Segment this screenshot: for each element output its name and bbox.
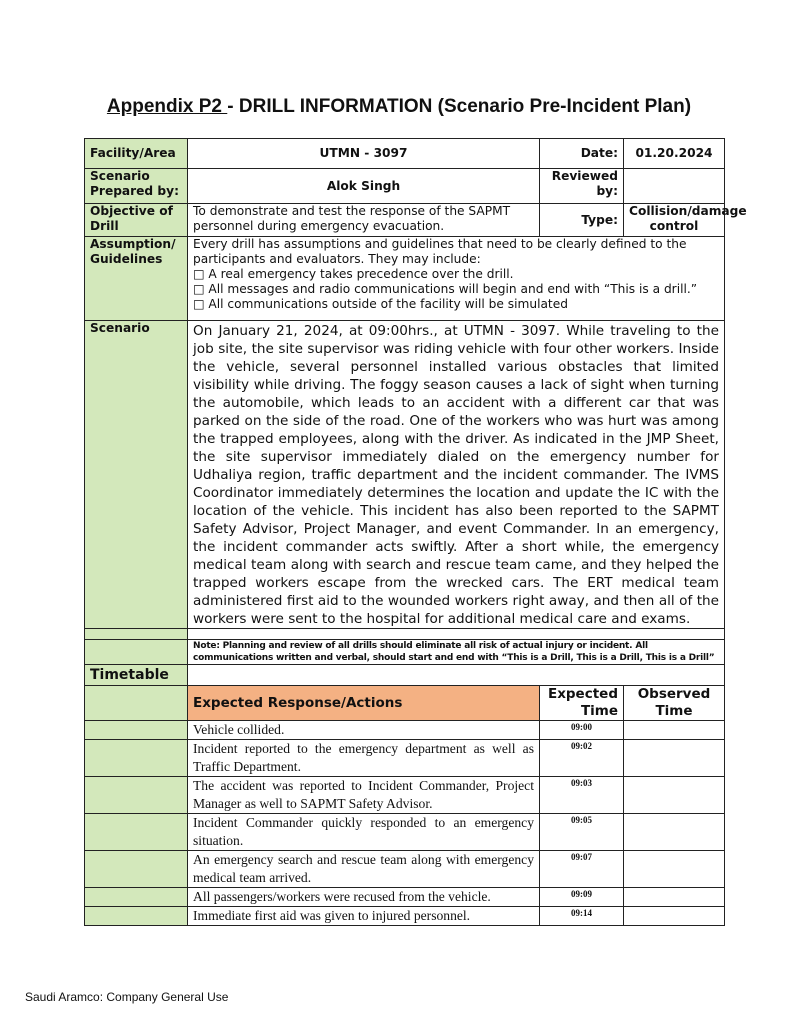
row-label: [85, 907, 188, 926]
observed-time-header: Observed Time: [624, 686, 725, 721]
row-label: [85, 888, 188, 907]
observed-time[interactable]: [624, 721, 725, 740]
action-text: The accident was reported to Incident Commander, Project Manager as well to SAPMT Safety Advisor.: [188, 777, 540, 814]
action-text: Vehicle collided.: [188, 721, 540, 740]
prepared-label: Scenario Prepared by:: [85, 169, 188, 204]
observed-time[interactable]: [624, 888, 725, 907]
row-label: [85, 721, 188, 740]
actions-header: Expected Response/Actions: [188, 686, 540, 721]
expected-time: 09:00: [540, 721, 624, 740]
facility-row: [85, 139, 725, 169]
note-text: Note: Planning and review of all drills should eliminate all risk of actual injury or incident. All communications written and verbal, should start and end with “This is a Drill, This is a Drill, This is a Drill”: [188, 640, 725, 665]
scenario-label: Scenario: [85, 321, 188, 629]
objective-value: To demonstrate and test the response of the SAPMT personnel during emergency evacuation.: [188, 204, 540, 237]
drill-info-table: [84, 138, 747, 926]
facility-label: Facility/Area: [85, 139, 188, 169]
assumption-item: □ All messages and radio communications will begin and end with “This is a drill.”: [193, 282, 698, 296]
table-row: [85, 851, 725, 888]
table-row: [85, 777, 725, 814]
reviewed-value: [624, 169, 725, 204]
action-text: All passengers/workers were recused from the vehicle.: [188, 888, 540, 907]
date-label: Date:: [540, 139, 624, 169]
objective-row: [85, 204, 725, 237]
expected-time: 09:09: [540, 888, 624, 907]
table-row: [85, 814, 725, 851]
action-text: Incident reported to the emergency department as well as Traffic Department.: [188, 740, 540, 777]
timetable-row: [85, 665, 725, 686]
table-row: [85, 721, 725, 740]
classification-footer: Saudi Aramco: Company General Use: [25, 990, 229, 1004]
objective-label: Objective of Drill: [85, 204, 188, 237]
timetable-label: Timetable: [85, 665, 188, 686]
table-row: [85, 740, 725, 777]
type-label: Type:: [540, 204, 624, 237]
empty-label: [85, 629, 188, 640]
observed-time[interactable]: [624, 814, 725, 851]
title-text: - DRILL INFORMATION (Scenario Pre-Incident Plan): [227, 96, 692, 117]
action-text: An emergency search and rescue team along with emergency medical team arrived.: [188, 851, 540, 888]
action-text: Immediate first aid was given to injured personnel.: [188, 907, 540, 926]
row-label: [85, 740, 188, 777]
prepared-row: [85, 169, 725, 204]
type-value: Collision/damage control: [624, 204, 725, 237]
assumption-item: □ A real emergency takes precedence over the drill.: [193, 267, 514, 281]
expected-time: 09:07: [540, 851, 624, 888]
scenario-row: [85, 321, 725, 629]
observed-time[interactable]: [624, 740, 725, 777]
note-row: [85, 640, 725, 665]
assumption-intro: Every drill has assumptions and guidelines that need to be clearly defined to the participants and evaluators. They may include:: [193, 237, 687, 266]
note-label: [85, 640, 188, 665]
observed-time[interactable]: [624, 907, 725, 926]
row-label: [85, 814, 188, 851]
reviewed-label: Reviewed by:: [540, 169, 624, 204]
expected-time: 09:03: [540, 777, 624, 814]
table-row: [85, 907, 725, 926]
timetable-empty: [188, 665, 725, 686]
prepared-value: Alok Singh: [188, 169, 540, 204]
action-text: Incident Commander quickly responded to an emergency situation.: [188, 814, 540, 851]
facility-value: UTMN - 3097: [188, 139, 540, 169]
appendix-label: Appendix P2: [106, 96, 228, 117]
empty-row: [85, 629, 725, 640]
assumption-value: [188, 237, 725, 321]
assumption-label: Assumption/Guidelines: [85, 237, 188, 321]
assumption-item: □ All communications outside of the facility will be simulated: [193, 297, 568, 311]
expected-time: 09:14: [540, 907, 624, 926]
assumption-row: [85, 237, 725, 321]
timetable-header-label: [85, 686, 188, 721]
observed-time[interactable]: [624, 777, 725, 814]
date-value: 01.20.2024: [624, 139, 725, 169]
observed-time[interactable]: [624, 851, 725, 888]
empty-cell: [188, 629, 725, 640]
expected-time: 09:05: [540, 814, 624, 851]
scenario-text: On January 21, 2024, at 09:00hrs., at UTMN - 3097. While traveling to the job site, the site supervisor was riding vehicle with four other workers. Inside the vehicle, several personnel installed various obstacles that limited visibility while driving. The foggy season causes a lack of sight when turning the automobile, which leads to an accident with a different car that was parked on the side of the road. One of the workers who was hurt was among the trapped employees, along with the driver. As indicated in the JMP Sheet, the site supervisor immediately dialed on the emergency number for Udhaliya region, traffic department and the incident commander. The IVMS Coordinator immediately determines the location and update the IC with the location of the vehicle. This incident has also been reported to the SAPMT Safety Advisor, Project Manager, and event Commander. In an emergency, the incident commander acts swiftly. After a short while, the emergency medical team along with search and rescue team came, and they helped the trapped workers escape from the wrecked cars. The ERT medical team administered first aid to the wounded workers right away, and then all of the workers were sent to the hospital for additional medical care and exams.: [188, 321, 725, 629]
row-label: [85, 851, 188, 888]
expected-time-header: Expected Time: [540, 686, 624, 721]
page-title: [0, 96, 798, 118]
table-row: [85, 888, 725, 907]
row-label: [85, 777, 188, 814]
expected-time: 09:02: [540, 740, 624, 777]
timetable-header-row: [85, 686, 725, 721]
